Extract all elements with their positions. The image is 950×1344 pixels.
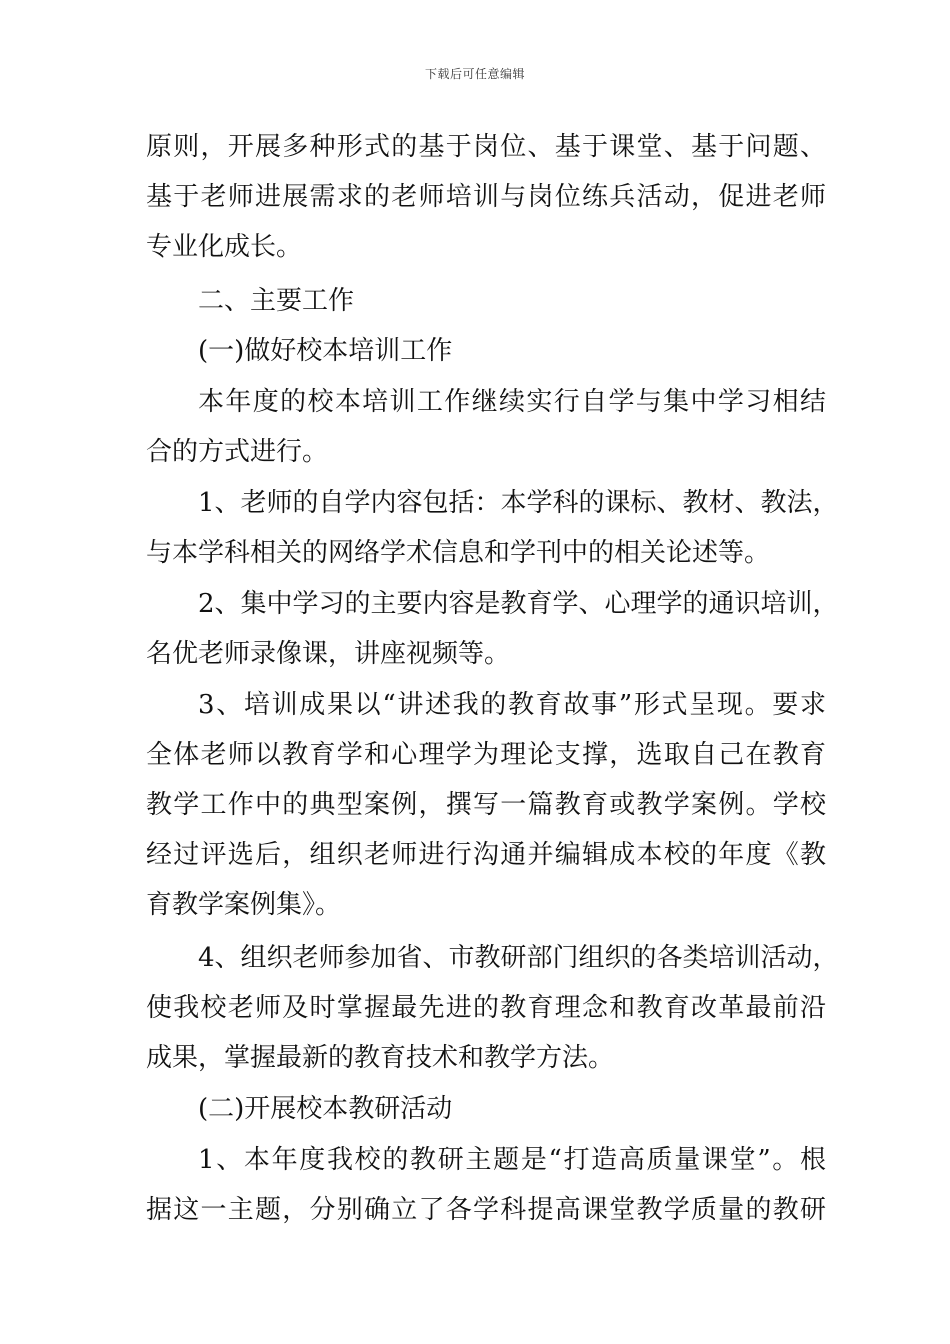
body-line-16: 育教学案例集》。 [146,890,342,920]
body-line-06: 本年度的校本培训工作继续实行自学与集中学习相结 [198,387,826,417]
body-line-10: 2、集中学习的主要内容是教育学、心理学的通识培训， [198,589,839,619]
body-line-11: 名优老师录像课，讲座视频等。 [146,639,511,669]
body-line-14: 教学工作中的典型案例，撰写一篇教育或教学案例。学校 [146,790,826,820]
body-line-22: 据这一主题，分别确立了各学科提高课堂教学质量的教研 [146,1195,826,1225]
body-line-08: 1、老师的自学内容包括：本学科的课标、教材、教法， [198,488,839,518]
body-line-21: 1、本年度我校的教研主题是“打造高质量课堂”。根 [198,1145,826,1175]
body-line-02: 基于老师进展需求的老师培训与岗位练兵活动，促进老师 [146,182,826,212]
body-line-13: 全体老师以教育学和心理学为理论支撑，选取自己在教育 [146,740,826,770]
body-line-07: 合的方式进行。 [146,437,329,467]
body-line-17: 4、组织老师参加省、市教研部门组织的各类培训活动， [198,943,839,973]
subsection-heading-school-research: (二)开展校本教研活动 [198,1094,453,1124]
body-line-15: 经过评选后，组织老师进行沟通并编辑成本校的年度《教 [146,840,826,870]
body-line-12: 3、培训成果以“讲述我的教育故事”形式呈现。要求 [198,690,826,720]
body-line-03: 专业化成长。 [146,232,303,262]
body-line-09: 与本学科相关的网络学术信息和学刊中的相关论述等。 [146,538,771,568]
body-line-18: 使我校老师及时掌握最先进的教育理念和教育改革最前沿 [146,993,826,1023]
page-header-note: 下载后可任意编辑 [424,67,525,81]
subsection-heading-school-training: (一)做好校本培训工作 [198,336,453,366]
body-line-19: 成果，掌握最新的教育技术和教学方法。 [146,1043,615,1073]
section-heading-main-work: 二、主要工作 [198,286,355,316]
body-line-01: 原则，开展多种形式的基于岗位、基于课堂、基于问题、 [146,132,826,162]
